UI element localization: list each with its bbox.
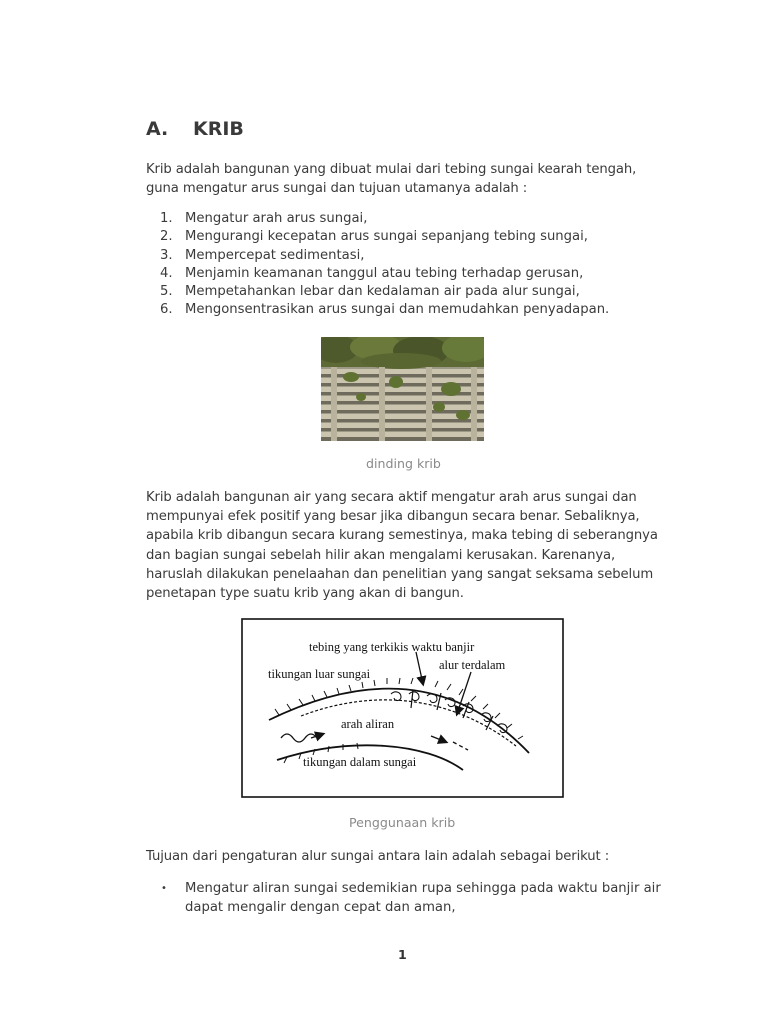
krib-wall-photo [321, 337, 484, 441]
list-item: 5. Mempetahankan lebar dan kedalaman air pada alur sungai, [160, 284, 580, 300]
label-eroded-bank: tebing yang terkikis waktu banjir [309, 640, 475, 654]
page-number: 1 [398, 947, 407, 962]
figure2-caption: Penggunaan krib [349, 815, 456, 830]
section-heading [146, 118, 244, 140]
list-item: 1. Mengatur arah arus sungai, [160, 211, 368, 226]
krib-usage-diagram [241, 618, 564, 798]
body-paragraph: Krib adalah bangunan air yang secara aktif mengatur arah arus sungai dan mempunyai efek positif yang besar jika dibangun secara benar. Sebaliknya, apabila krib dibangun secara kurang semestinya, maka tebing di seberangnya dan bagian sungai sebelah hilir akan mengalami kerusakan. Karenanya, haruslah dilakukan penelaahan dan penelitian yang sangat seksama sebelum penetapan type suatu krib yang akan di bangun. [146, 490, 658, 602]
label-deepest-channel: alur terdalam [439, 658, 506, 672]
list-item: • Mengatur aliran sungai sedemikian rupa sehingga pada waktu banjir air dapat mengalir dengan cepat dan aman, [161, 881, 661, 915]
body-paragraph: Tujuan dari pengaturan alur sungai antara lain adalah sebagai berikut : [146, 849, 610, 864]
label-flow: arah aliran [341, 717, 395, 731]
bullet-list [146, 880, 666, 917]
goals-list [146, 210, 609, 320]
figure1-caption: dinding krib [366, 456, 441, 471]
label-outer-bend: tikungan luar sungai [268, 667, 371, 681]
label-inner-bend: tikungan dalam sungai [303, 755, 417, 769]
bullet-marker: • [161, 883, 167, 894]
list-item: 6. Mengonsentrasikan arus sungai dan memudahkan penyadapan. [160, 302, 610, 318]
list-item: 3. Mempercepat sedimentasi, [160, 247, 365, 263]
list-item: 4. Menjamin keamanan tanggul atau tebing terhadap gerusan, [160, 265, 584, 281]
list-item: 2. Mengurangi kecepatan arus sungai sepanjang tebing sungai, [160, 229, 588, 245]
section-title: KRIB [193, 118, 244, 140]
section-number: A. [146, 118, 169, 140]
intro-paragraph: Krib adalah bangunan yang dibuat mulai dari tebing sungai kearah tengah, guna mengatur arus sungai dan tujuan utamanya adalah : [146, 162, 637, 197]
